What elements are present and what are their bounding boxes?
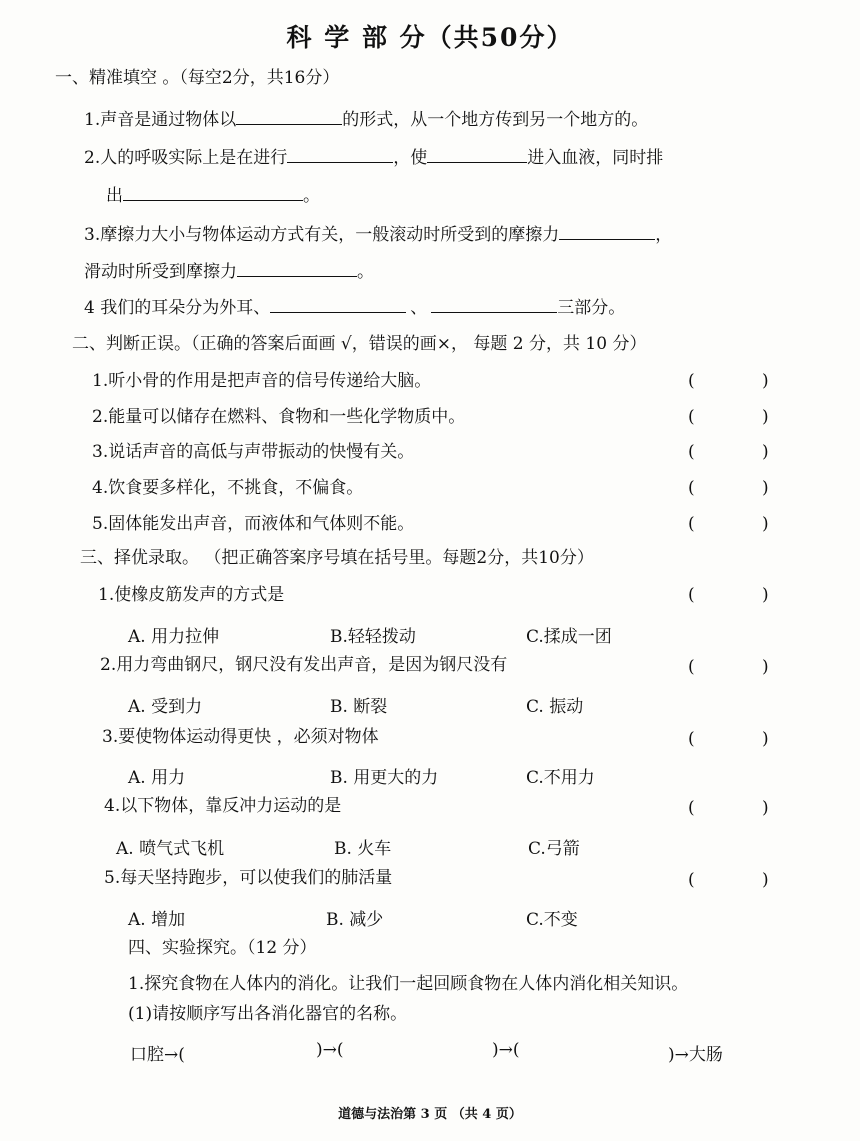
option-a: A. 受到力 [128, 697, 203, 717]
answer-blank[interactable] [287, 148, 393, 163]
option-c: C.弓箭 [528, 839, 580, 859]
choice-question-1: 1.使橡皮筋发声的方式是 [98, 585, 285, 605]
chain-end: )→大肠 [668, 1045, 723, 1065]
judge-item-3: 3.说话声音的高低与声带振动的快慢有关。 [92, 442, 415, 462]
question-1-2: 2.人的呼吸实际上是在进行 ，使 进入血液，同时排 [84, 148, 664, 168]
answer-blank[interactable] [237, 262, 357, 277]
chain-mid-2: )→( [492, 1040, 520, 1060]
chain-start: 口腔→( [130, 1045, 185, 1065]
option-c: C. 振动 [526, 697, 584, 717]
answer-blank[interactable] [559, 225, 655, 240]
option-b: B. 断裂 [330, 697, 388, 717]
option-c: C.揉成一团 [526, 627, 612, 647]
answer-blank[interactable] [427, 148, 527, 163]
page-title: 科 学 部 分（共50分） [286, 23, 574, 52]
option-b: B. 减少 [326, 910, 384, 930]
choice-question-3: 3.要使物体运动得更快 ，必须对物体 [102, 727, 379, 747]
answer-blank[interactable] [431, 298, 557, 313]
experiment-question-1-1: (1)请按顺序写出各消化器官的名称。 [128, 1004, 408, 1024]
option-b: B. 火车 [334, 839, 392, 859]
experiment-question-1: 1.探究食物在人体内的消化。让我们一起回顾食物在人体内消化相关知识。 [128, 974, 689, 994]
section-1-heading: 一、精准填空 。（每空2分，共16分） [55, 68, 340, 88]
chain-mid-1: )→( [316, 1040, 344, 1060]
judge-item-5: 5.固体能发出声音，而液体和气体则不能。 [92, 514, 415, 534]
judge-item-2: 2.能量可以储存在燃料、食物和一些化学物质中。 [92, 407, 466, 427]
section-2-heading: 二、判断正误。（正确的答案后面画 √，错误的画×， 每题 2 分，共 10 分） [72, 334, 647, 354]
choice-question-2: 2.用力弯曲钢尺，钢尺没有发出声音，是因为钢尺没有 [100, 655, 508, 675]
question-1-3-cont: 滑动时所受到摩擦力 。 [84, 262, 374, 282]
option-b: B. 用更大的力 [330, 768, 439, 788]
judge-item-4: 4.饮食要多样化，不挑食，不偏食。 [92, 478, 364, 498]
option-a: A. 用力 [128, 768, 186, 788]
answer-blank[interactable] [270, 298, 406, 313]
judge-item-1: 1.听小骨的作用是把声音的信号传递给大脑。 [92, 371, 432, 391]
choice-question-4: 4.以下物体，靠反冲力运动的是 [104, 796, 342, 816]
option-a: A. 喷气式飞机 [116, 839, 225, 859]
question-1-3: 3.摩擦力大小与物体运动方式有关，一般滚动时所受到的摩擦力 ， [84, 225, 673, 245]
option-a: A. 增加 [128, 910, 186, 930]
answer-blank[interactable] [123, 186, 303, 201]
page-footer: 道德与法治第 3 页 （共 4 页） [338, 1107, 522, 1122]
exam-page: 科 学 部 分（共50分） 一、精准填空 。（每空2分，共16分） 1.声音是通过物体以 的形式，从一个地方传到另一个地方的。 2.人的呼吸实际上是在进行 ，使 进入血液，同时排 出 。 3.摩擦力大小与物体运动方式有关，一般滚动时所受到的摩擦力 ， 滑动时所受到摩擦力 。 4 我们的耳朵分为外耳、 、 三部分。 二、判断正误。（正确的答案后面画 √，错误的画×， 每题 2 分，共 10 分） 1.听小骨的作用是把声音的信号传递给大脑。 ( ) 2.能量可以储存在燃料、食物和一些化学物质中。 ( ) 3.说话声音的高低与声带振动的快慢有关。 ( ) 4.饮食要多样化，不挑食，不偏食。 ( ) 5.固体能发出声音，而液体和气体则不能。 ( ) 三、择优录取。 （把正确答案序号填在括号里。每题2分，共10分） 1.使橡皮筋发声的方式是 ( ) A. 用力拉伸 B.轻轻拨动 C.揉成一团 2.用力弯曲钢尺，钢尺没有发出声音，是因为钢尺没有 ( ) A. 受到力 B. 断裂 C. 振动 3.要使物体运动得更快 ，必须对物体 ( ) A. 用力 B. 用更大的力 C.不用力 4.以下物体，靠反冲力运动的是 ( ) A. 喷气式飞机 B. 火车 C.弓箭 5.每天坚持跑步，可以使我们的肺活量 ( ) A. 增加 B. 减少 C.不变 四、实验探究。（12 分） 1.探究食物在人体内的消化。让我们一起回顾食物在人体内消化相关知识。 (1)请按顺序写出各消化器官的名称。 口腔→( )→( )→( )→大肠 道德与法治第 3 页 （共 4 页） [0, 0, 860, 1141]
option-c: C.不用力 [526, 768, 595, 788]
choice-question-5: 5.每天坚持跑步，可以使我们的肺活量 [104, 868, 393, 888]
section-3-heading: 三、择优录取。 （把正确答案序号填在括号里。每题2分，共10分） [80, 548, 594, 568]
answer-blank[interactable] [236, 110, 342, 125]
question-1-2-cont: 出 。 [106, 186, 320, 206]
option-b: B.轻轻拨动 [330, 627, 416, 647]
option-c: C.不变 [526, 910, 578, 930]
question-1-4: 4 我们的耳朵分为外耳、 、 三部分。 [84, 298, 626, 318]
section-4-heading: 四、实验探究。（12 分） [128, 938, 317, 958]
question-1-1: 1.声音是通过物体以 的形式，从一个地方传到另一个地方的。 [84, 110, 649, 130]
option-a: A. 用力拉伸 [128, 627, 220, 647]
